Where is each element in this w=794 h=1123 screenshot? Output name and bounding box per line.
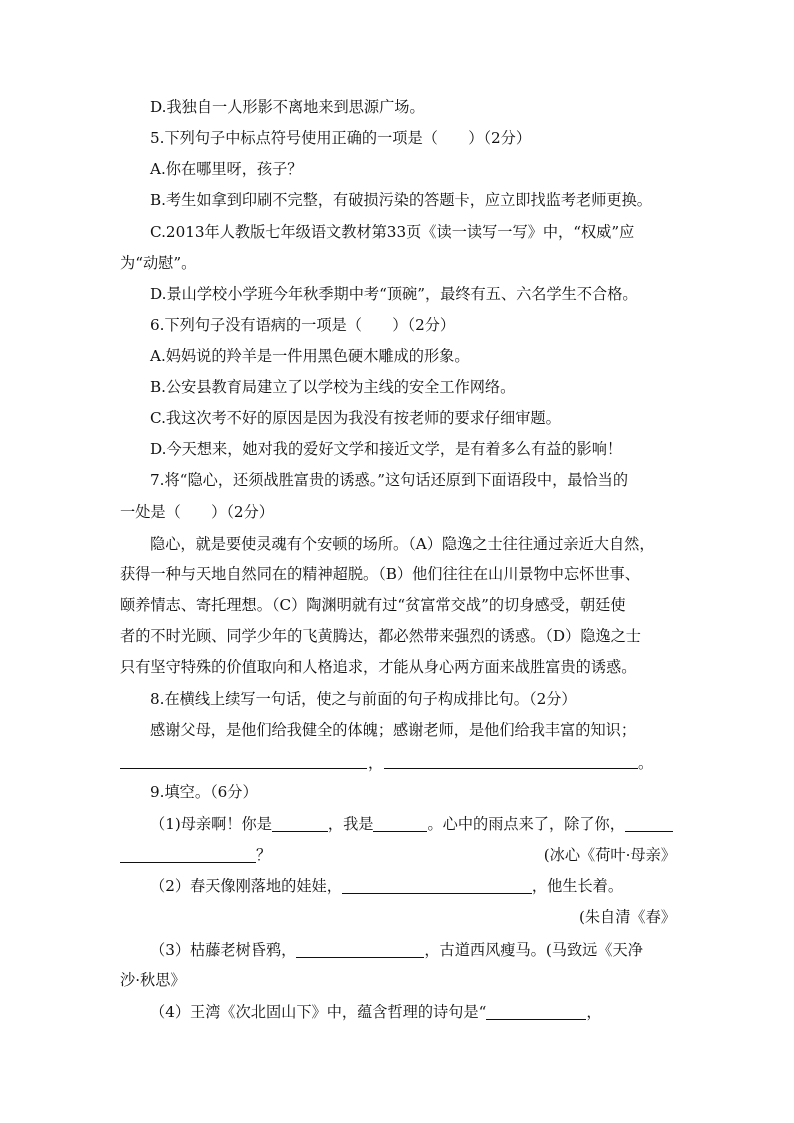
q7-stem-line2: 一处是（ ）（2分） [120,503,274,521]
q9-item3-text-a: （3）枯藤老树昏鸦， [150,941,297,959]
q9-stem: 9.填空。（6分） [150,783,258,801]
q5-option-a: A.你在哪里呀，孩子？ [150,160,303,178]
q9-item2-text-a: （2）春天像刚落地的娃娃， [150,877,342,895]
q8-stem: 8.在横线上续写一句话，使之与前面的句子构成排比句。（2分） [150,690,577,708]
q9-item3-text-b: ，古道西风瘦马。(马致远《天净 [424,941,643,959]
q9-item4-text-b: ， [586,1003,602,1021]
q9-item1-blank-1[interactable] [272,815,328,832]
q7-passage-line4: 者的不时光顾、同学少年的飞黄腾达，都必然带来强烈的诱惑。（D）隐逸之士 [120,627,641,645]
q8-answer-blank-1[interactable] [120,767,367,769]
q9-item2-blank[interactable] [342,877,532,894]
q6-option-a: A.妈妈说的羚羊是一件用黑色硬木雕成的形象。 [150,347,470,365]
q9-item2-text-b: ，他生长着。 [531,877,624,895]
q9-item1-question-mark: ？ [256,846,272,864]
q5-option-b: B.考生如拿到印刷不完整，有破损污染的答题卡，应立即找监考老师更换。 [150,191,652,209]
q9-item1-line1 [150,814,676,834]
q9-item3-line2: 沙·秋思》 [120,971,186,989]
q5-option-c-line2: 为“动慰”。 [120,254,197,272]
q8-prompt: 感谢父母，是他们给我健全的体魄；感谢老师，是他们给我丰富的知识； [150,721,636,739]
q9-item1-text-c: 。心中的雨点来了，除了你， [427,815,625,833]
q9-item4 [150,1002,676,1022]
q8-comma: ， [368,754,384,772]
q9-item2 [150,876,676,896]
q9-item1-blank-3[interactable] [625,815,673,832]
q6-option-b: B.公安县教育局建立了以学校为主线的安全工作网络。 [150,378,516,396]
q7-passage-line3: 颐养情志、寄托理想。（C）陶渊明就有过“贫富常交战”的切身感受，朝廷使 [120,596,626,614]
q6-option-d: D.今天想来，她对我的爱好文学和接近文学，是有着多么有益的影响！ [150,440,623,458]
q7-passage-line2: 获得一种与天地自然同在的精神超脱。（B）他们往往在山川景物中忘怀世事、 [120,565,640,583]
q9-item3-blank[interactable] [296,941,424,958]
q9-item1-blank-2[interactable] [373,815,427,832]
q9-item1-text-a: （1)母亲啊！你是 [150,815,272,833]
q9-item4-text-a: （4）王湾《次北固山下》中，蕴含哲理的诗句是“ [150,1003,487,1021]
q9-item1-source: (冰心《荷叶·母亲》 [543,846,676,864]
q5-option-d: D.景山学校小学班今年秋季期中考“顶碗”，最终有五、六名学生不合格。 [150,285,638,303]
q5-option-c-line1: C.2013年人教版七年级语文教材第33页《读一读写一写》中，“权威”应 [150,223,635,241]
q9-item2-source: (朱自清《春》 [578,908,676,926]
q7-passage-line1: 隐心，就是要使灵魂有个安顿的场所。（A）隐逸之士往往通过亲近大自然， [150,535,655,553]
q9-item3-line1 [150,940,676,960]
q7-stem-line1: 7.将“隐心，还须战胜富贵的诱惑。”这句话还原到下面语段中，最恰当的 [150,471,629,489]
q9-item1-text-b: ，我是 [327,815,374,833]
q8-period: 。 [638,754,654,772]
q7-passage-line5: 只有坚守特殊的价值取向和人格追求，才能从身心两方面来战胜富贵的诱惑。 [120,658,637,676]
q8-answer-blank-2[interactable] [384,767,638,769]
q9-item4-blank[interactable] [486,1003,586,1020]
q6-stem: 6.下列句子没有语病的一项是（ ）（2分） [150,316,456,334]
q4-option-d: D.我独自一人形影不离地来到思源广场。 [150,98,425,116]
q5-stem: 5.下列句子中标点符号使用正确的一项是（ ）（2分） [150,129,532,147]
q6-option-c: C.我这次考不好的原因是因为我没有按老师的要求仔细审题。 [150,409,561,427]
